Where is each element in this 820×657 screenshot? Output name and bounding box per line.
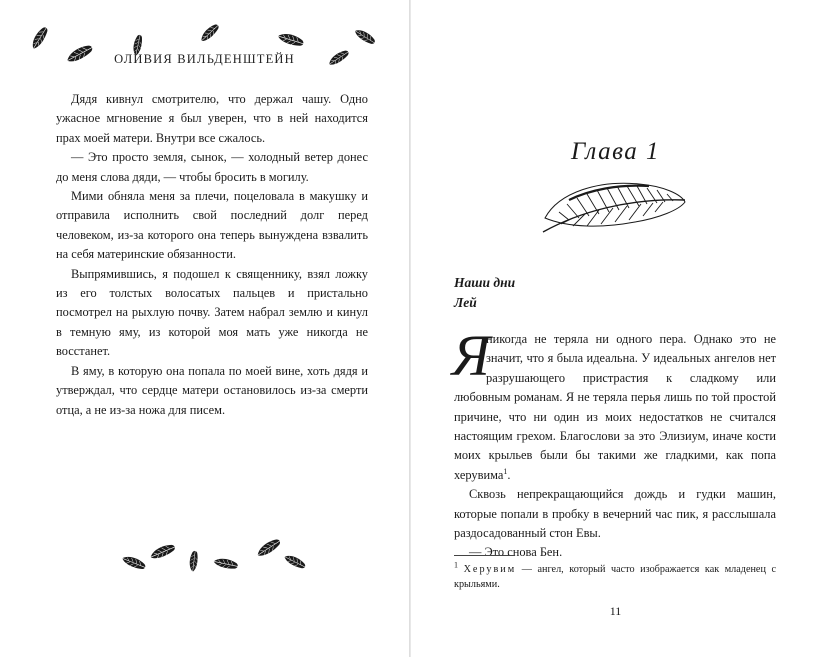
footnote-text: — ангел, который часто изображается как младенец с крыльями.	[454, 564, 776, 590]
running-head: ОЛИВИЯ ВИЛЬДЕНШТЕЙН	[114, 52, 295, 66]
feather-icon	[120, 552, 148, 574]
drop-cap: Я	[452, 323, 491, 388]
paragraph: Сквозь непрекращающийся дождь и гудки машин, которые попали в пробку в вечерний час пик, я расслышала раздосадованный стон Евы.	[454, 487, 776, 541]
footnote-marker: 1	[503, 466, 508, 476]
feather-icon	[182, 548, 206, 574]
right-page	[411, 0, 820, 657]
paragraph: Выпрямившись, я подошел к священнику, взял ложку из его толстых волосатых пальцев и пристально посмотрел на рыхлую почву. Затем набрал землю и кинул в темную яму, из которой моя мать уже никогда не восстанет.	[56, 266, 368, 359]
feather-icon	[254, 538, 284, 558]
feather-icon	[26, 26, 54, 50]
first-paragraph-text: никогда не теряла ни одного пера. Однако это не значит, что я была идеальна. У идеальных ангелов нет разрушающего пристрастия к сладкому или любовным романам. Я не теряла перья лишь по той простой причине, что ни один из моих недостатков не считался настоящим грехом. Благослови за это Элизиум, иначе кости моих крыльев были бы такими же гладкими, как попа херувима	[454, 332, 776, 482]
feather-icon	[197, 22, 223, 44]
footnote-term: Херувим	[463, 564, 517, 575]
feather-icon	[352, 26, 378, 48]
chapter-title: Глава 1	[570, 138, 661, 165]
subheading-narrator: Лей	[454, 295, 477, 310]
feather-icon	[148, 542, 178, 562]
feather-icon	[282, 552, 308, 572]
page-number: 11	[609, 604, 622, 618]
left-body-text	[56, 90, 368, 420]
footnote-number: 1	[454, 560, 458, 570]
first-paragraph: Я никогда не теряла ни одного пера. Однако это не значит, что я была идеальна. У идеальных ангелов нет разрушающего пристрастия к сладкому или любовным романам. Я не теряла перья лишь по той простой причине, что ни один из моих недостатков не считался настоящим грехом. Благослови за это Элизиум, иначе кости моих крыльев были бы такими же гладкими, как попа херувима$^1$.	[452, 323, 776, 482]
paragraph: Мими обняла меня за плечи, поцеловала в макушку и отправила исполнить свой последний долг перед человеком, из-за которого она теперь вынуждена взвалить на себя материнские обязанности.	[56, 189, 368, 262]
paragraph: — Это просто земля, сынок, — холодный ветер донес до меня слова дяди, — чтобы бросить в могилу.	[56, 150, 368, 184]
paragraph: Дядя кивнул смотрителю, что держал чашу. Одно ужасное мгновение я был уверен, что в ней находится прах моей матери. Внутри все сжалось.	[56, 92, 368, 145]
paragraph: В яму, в которую она попала по моей вине, хоть дядя и утверждал, что сердце матери остановилось из-за смерти отца, а не из-за ножа для писем.	[56, 363, 368, 417]
footnote	[454, 560, 776, 592]
subheading-time: Наши дни	[454, 275, 516, 290]
left-page	[0, 0, 409, 657]
chapter-feather-icon	[539, 172, 691, 240]
feather-icon	[212, 554, 240, 574]
footnote-rule	[454, 555, 514, 556]
right-body-text	[452, 323, 776, 563]
feather-icon	[276, 30, 306, 50]
paragraph: — Это снова Бен.	[469, 545, 563, 560]
